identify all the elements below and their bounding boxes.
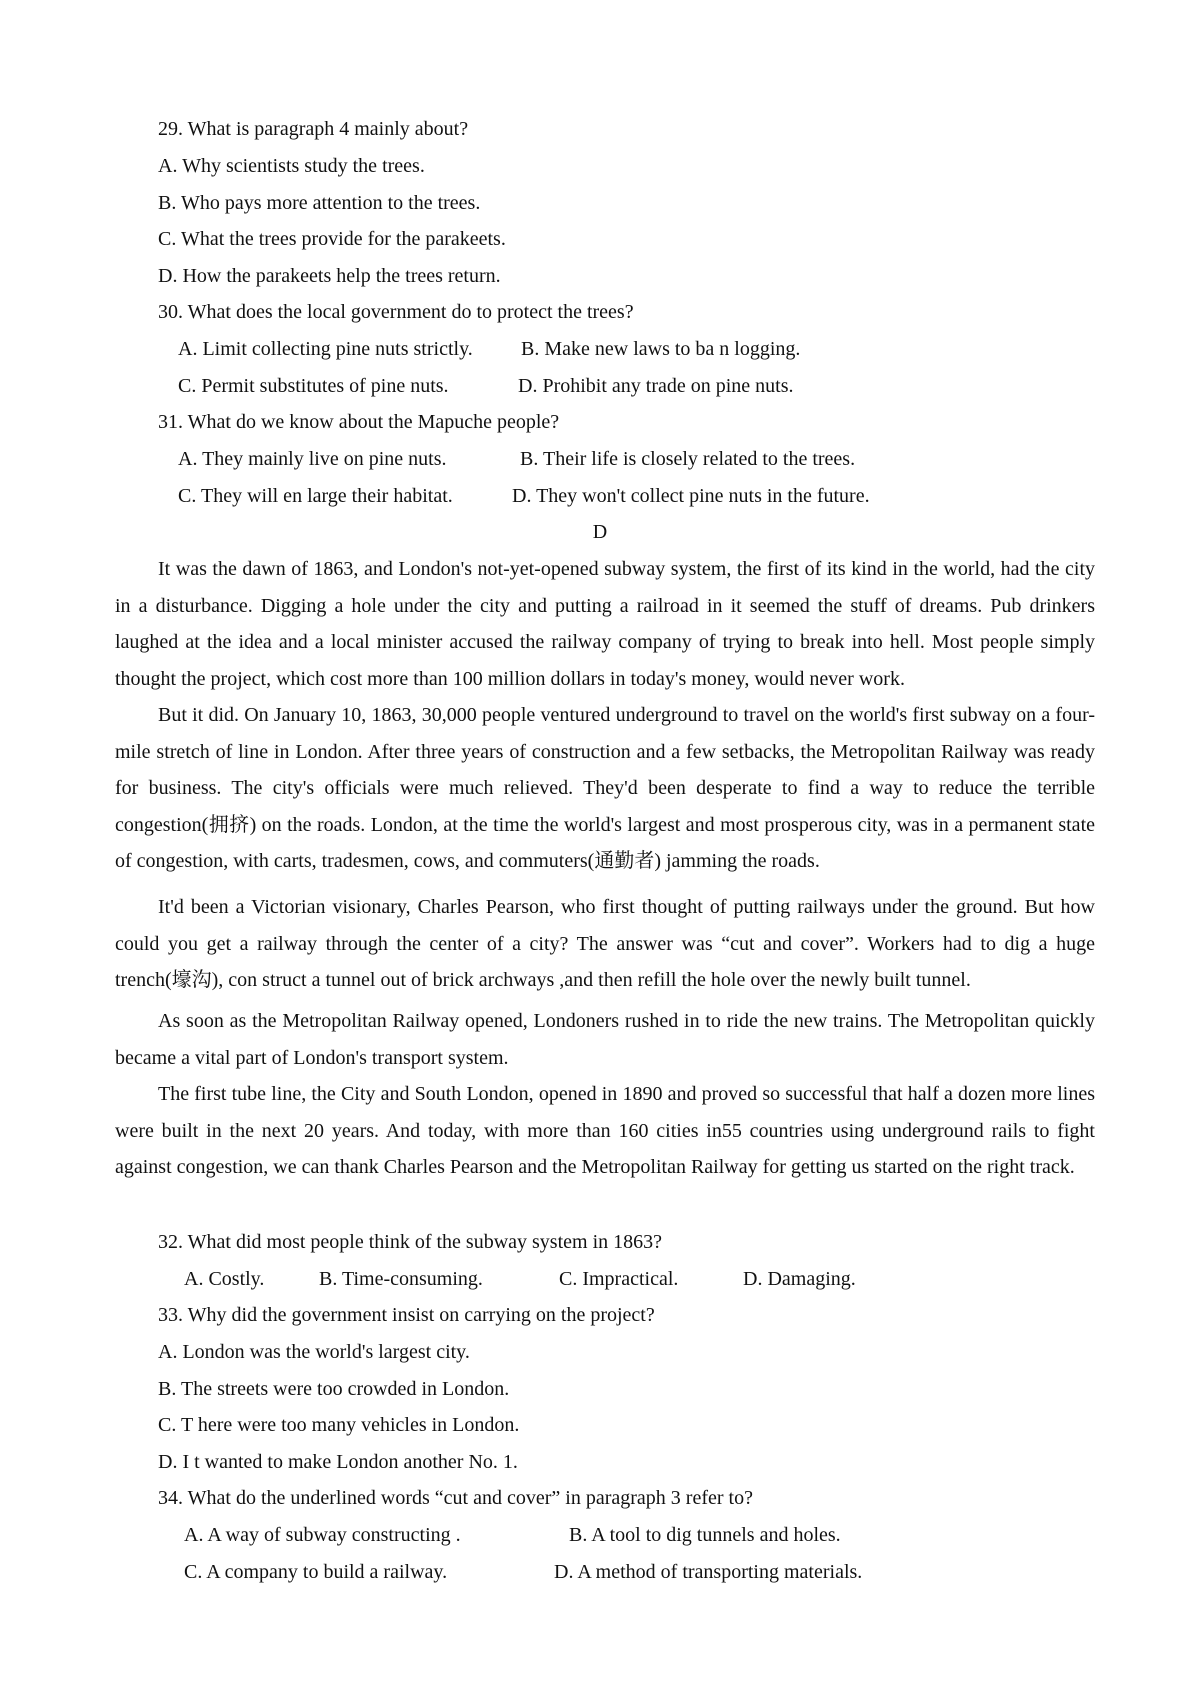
q31-option-c: C. They will en large their habitat. <box>178 485 453 507</box>
q33-option-b: B. The streets were too crowded in London. <box>158 1378 510 1400</box>
passage-paragraph-3: It'd been a Victorian visionary, Charles Pearson, who first thought of putting railways under the ground. But how could you get a railway through the center of a city? The answer was “cut and cover”. Workers had to dig a huge trench(壕沟), con struct a tunnel out of brick archways ,and then refill the hole over the newly built tunnel. <box>115 896 1095 992</box>
q31-option-a: A. They mainly live on pine nuts. <box>178 448 447 470</box>
q30-option-b: B. Make new laws to ba n logging. <box>521 338 801 360</box>
q32-option-b: B. Time-consuming. <box>319 1268 483 1290</box>
q32-option-c: C. Impractical. <box>559 1268 679 1290</box>
q32-option-a: A. Costly. <box>184 1268 265 1290</box>
q30-stem: 30. What does the local government do to protect the trees? <box>158 301 634 323</box>
passage-paragraph-2: But it did. On January 10, 1863, 30,000 people ventured underground to travel on the world's first subway on a four-mile stretch of line in London. After three years of construction and a few setbacks, the Metropolitan Railway was ready for business. The city's officials were much relieved. They'd been desperate to find a way to reduce the terrible congestion(拥挤) on the roads. London, at the time the world's largest and most prosperous city, was in a permanent state of congestion, with carts, tradesmen, cows, and commuters(通勤者) jamming the roads. <box>115 704 1095 873</box>
q33-option-a: A. London was the world's largest city. <box>158 1341 470 1363</box>
q32-stem: 32. What did most people think of the subway system in 1863? <box>158 1231 663 1253</box>
q29-option-c: C. What the trees provide for the parakeets. <box>158 228 506 250</box>
q32-option-d: D. Damaging. <box>743 1268 856 1290</box>
q31-option-d: D. They won't collect pine nuts in the future. <box>512 485 870 507</box>
section-title: D <box>592 521 608 543</box>
q33-option-c: C. T here were too many vehicles in London. <box>158 1414 520 1436</box>
q29-stem: 29. What is paragraph 4 mainly about? <box>158 118 469 140</box>
q33-option-d: D. I t wanted to make London another No. 1. <box>158 1451 518 1473</box>
q29-option-b: B. Who pays more attention to the trees. <box>158 192 481 214</box>
passage-paragraph-1: It was the dawn of 1863, and London's not-yet-opened subway system, the first of its kind in the world, had the city in a disturbance. Digging a hole under the city and putting a railroad in it seemed the stuff of dreams. Pub drinkers laughed at the idea and a local minister accused the railway company of trying to break into hell. Most people simply thought the project, which cost more than 100 million dollars in today's money, would never work. <box>115 558 1095 690</box>
q30-option-a: A. Limit collecting pine nuts strictly. <box>178 338 473 360</box>
q30-option-d: D. Prohibit any trade on pine nuts. <box>518 375 794 397</box>
passage-paragraph-4: As soon as the Metropolitan Railway opened, Londoners rushed in to ride the new trains. The Metropolitan quickly became a vital part of London's transport system. <box>115 1010 1095 1069</box>
q34-option-b: B. A tool to dig tunnels and holes. <box>569 1524 841 1546</box>
q30-option-c: C. Permit substitutes of pine nuts. <box>178 375 449 397</box>
q34-option-a: A. A way of subway constructing . <box>184 1524 461 1546</box>
q34-option-c: C. A company to build a railway. <box>184 1561 448 1583</box>
q29-option-a: A. Why scientists study the trees. <box>158 155 425 177</box>
q31-option-b: B. Their life is closely related to the trees. <box>520 448 856 470</box>
q33-stem: 33. Why did the government insist on carrying on the project? <box>158 1304 655 1326</box>
q34-stem: 34. What do the underlined words “cut and cover” in paragraph 3 refer to? <box>158 1487 753 1509</box>
q31-stem: 31. What do we know about the Mapuche people? <box>158 411 560 433</box>
q34-option-d: D. A method of transporting materials. <box>554 1561 863 1583</box>
passage-paragraph-5: The first tube line, the City and South London, opened in 1890 and proved so successful that half a dozen more lines were built in the next 20 years. And today, with more than 160 cities in55 countries using underground rails to fight against congestion, we can thank Charles Pearson and the Metropolitan Railway for getting us started on the right track. <box>115 1083 1095 1179</box>
q29-option-d: D. How the parakeets help the trees return. <box>158 265 501 287</box>
